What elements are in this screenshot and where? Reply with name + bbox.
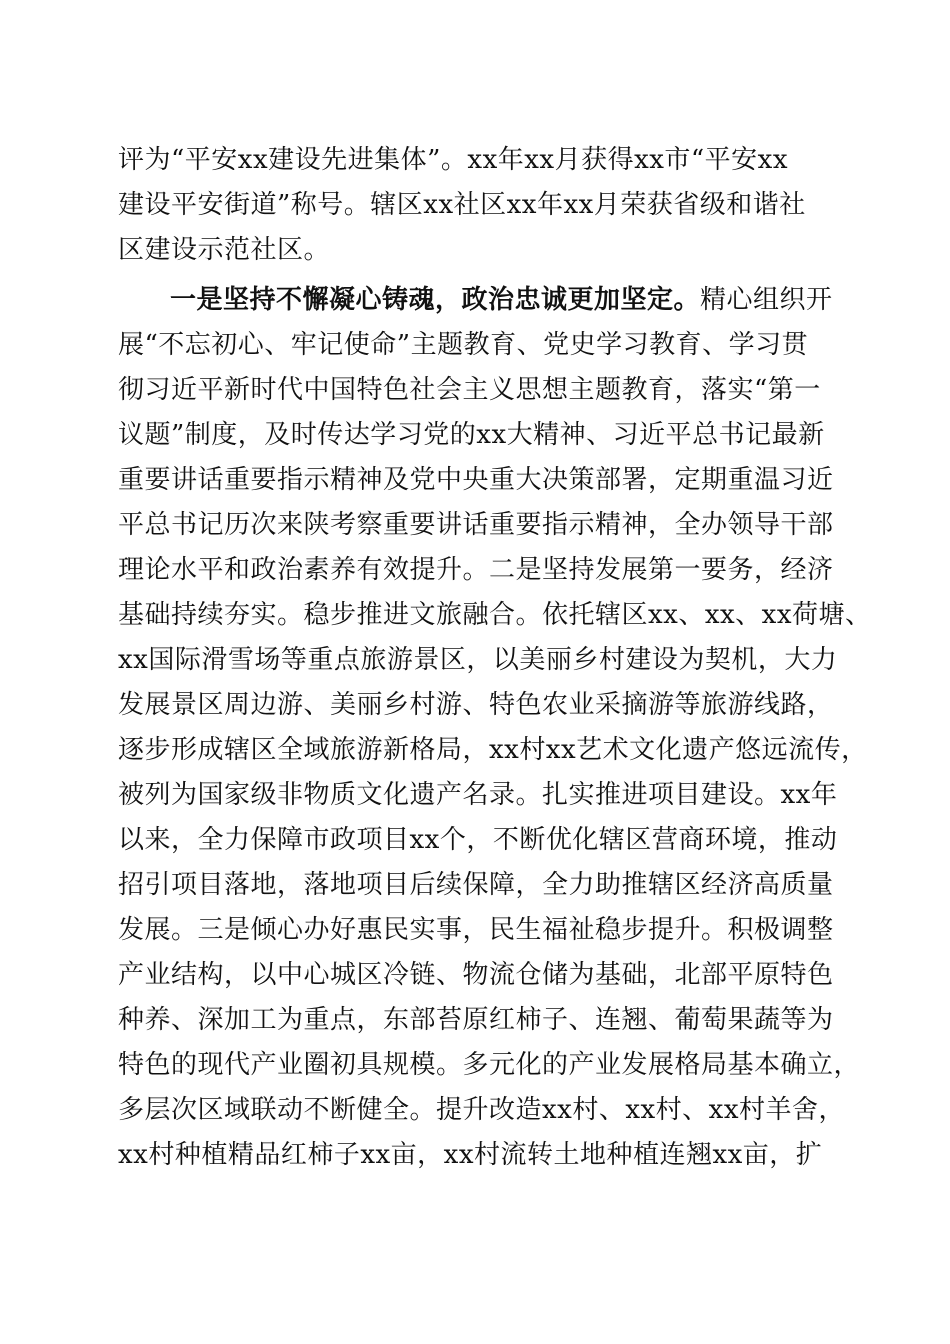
text-line-3: 区建设示范社区。	[118, 235, 331, 265]
paragraph-2-line: 重要讲话重要指示精神及党中央重大决策部署，定期重温习近	[118, 465, 834, 495]
paragraph-2-line: 特色的现代产业圈初具规模。多元化的产业发展格局基本确立，	[118, 1050, 861, 1080]
paragraph-2-line: 议题”制度，及时传达学习党的xx大精神、习近平总书记最新	[118, 420, 825, 450]
paragraph-2-line: 平总书记历次来陕考察重要讲话重要指示精神，全办领导干部	[118, 510, 834, 540]
paragraph-2-line: 产业结构，以中心城区冷链、物流仓储为基础，北部平原特色	[118, 960, 834, 990]
text-line-1: 评为“平安xx建设先进集体”。xx年xx月获得xx市“平安xx	[118, 145, 789, 175]
paragraph-2-line: 以来，全力保障市政项目xx个，不断优化辖区营商环境，推动	[118, 825, 838, 855]
paragraph-2-line: 理论水平和政治素养有效提升。二是坚持发展第一要务，经济	[118, 555, 834, 585]
paragraph-2-line: 发展。三是倾心办好惠民实事，民生福祉稳步提升。积极调整	[118, 915, 834, 945]
text-line-2: 建设平安街道”称号。辖区xx社区xx年xx月荣获省级和谐社	[118, 190, 806, 220]
paragraph-2-line: 发展景区周边游、美丽乡村游、特色农业采摘游等旅游线路，	[118, 690, 834, 720]
paragraph-2-line: 彻习近平新时代中国特色社会主义思想主题教育，落实“第一	[118, 375, 821, 405]
paragraph-2-first-line	[170, 280, 890, 320]
paragraph-2-line: 展“不忘初心、牢记使命”主题教育、党史学习教育、学习贯	[118, 330, 809, 360]
paragraph-2-line: 种养、深加工为重点，东部苔原红柿子、连翘、葡萄果蔬等为	[118, 1005, 834, 1035]
paragraph-2-line: 基础持续夯实。稳步推进文旅融合。依托辖区xx、xx、xx荷塘、	[118, 600, 872, 630]
paragraph-2-line: 被列为国家级非物质文化遗产名录。扎实推进项目建设。xx年	[118, 780, 838, 810]
paragraph-2-line: 招引项目落地，落地项目后续保障，全力助推辖区经济高质量	[118, 870, 834, 900]
paragraph-2-lead-rest: 精心组织开	[700, 285, 833, 315]
paragraph-2-line: 逐步形成辖区全域旅游新格局，xx村xx艺术文化遗产悠远流传，	[118, 735, 868, 765]
paragraph-2-lead-heading: 一是坚持不懈凝心铸魂，政治忠诚更加坚定。	[170, 285, 701, 315]
paragraph-2-line: xx村种植精品红柿子xx亩，xx村流转土地种植连翘xx亩，扩	[118, 1140, 823, 1170]
paragraph-2-line: xx国际滑雪场等重点旅游景区，以美丽乡村建设为契机，大力	[118, 645, 838, 675]
paragraph-2-line: 多层次区域联动不断健全。提升改造xx村、xx村、xx村羊舍，	[118, 1095, 845, 1125]
